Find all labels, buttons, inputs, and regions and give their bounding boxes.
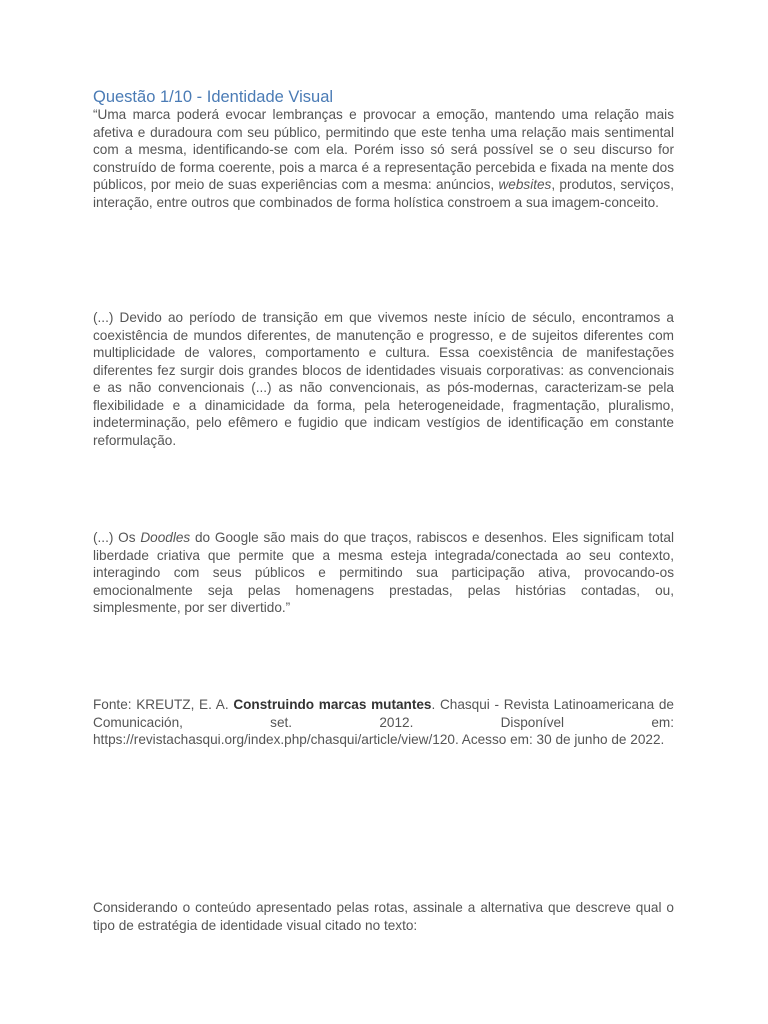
quote-paragraph-3-italic: Doodles [140,530,191,545]
quote-paragraph-1-italic: websites [498,177,552,192]
quote-paragraph-1-text-b: , produtos, serviços, interação, entre outros que combinados de forma holística constroem a sua imagem-conceito. [93,177,674,210]
quote-paragraph-1-text-a: “Uma marca poderá evocar lembranças e provocar a emoção, mantendo uma relação mais afetiva e duradoura com seu público, permitindo que este tenha uma relação mais sentimental com a mesma, identificando-se com ela. Porém isso só será possível se o seu discurso for construído de forma coerente, pois a marca é a representação percebida e fixada na mente dos públicos, por meio de suas experiências com a mesma: anúncios, [93,107,674,192]
quote-paragraph-2: (...) Devido ao período de transição em que vivemos neste início de século, encontramos a coexistência de mundos diferentes, de manutenção e progresso, e de sujeitos diferentes com multiplicidade de valores, comportamento e cultura. Essa coexistência de manifestações diferentes fez surgir dois grandes blocos de identidades visuais corporativas: as convencionais e as não convencionais (...) as não convencionais, as pós-modernas, caracterizam-se pela flexibilidade e a dinamicidade da forma, pela heterogeneidade, fragmentação, pluralismo, indeterminação, pelo efêmero e fugidio que indicam vestígios de identificação em constante reformulação. [93,310,674,448]
source-citation [93,696,674,749]
quote-paragraph-1 [93,106,674,211]
quote-paragraph-3 [93,529,674,617]
source-suffix: . Chasqui - Revista Latinoamericana de Comunicación, set. 2012. Disponível em: https://revistachasqui.org/index.php/chasqui/article/view/120. Acesso em: 30 de junho de 2022. [93,697,674,747]
source-title: Construindo marcas mutantes [233,697,432,712]
question-prompt: Considerando o conteúdo apresentado pelas rotas, assinale a alternativa que descreve qual o tipo de estratégia de identidade visual citado no texto: [93,900,674,933]
quote-paragraph-3-text-b: do Google são mais do que traços, rabiscos e desenhos. Eles significam total liberdade criativa que permite que a mesma esteja integrada/conectada ao seu contexto, interagindo com seus públicos e permitindo sua participação ativa, provocando-os emocionalmente seja pelas homenagens prestadas, pelas histórias contadas, ou, simplesmente, por ser divertido.” [93,530,675,615]
source-prefix: Fonte: KREUTZ, E. A. [93,697,234,712]
quote-paragraph-3-text-a: (...) Os [93,530,141,545]
question-title: Questão 1/10 - Identidade Visual [93,88,334,106]
question-page [93,0,674,1024]
